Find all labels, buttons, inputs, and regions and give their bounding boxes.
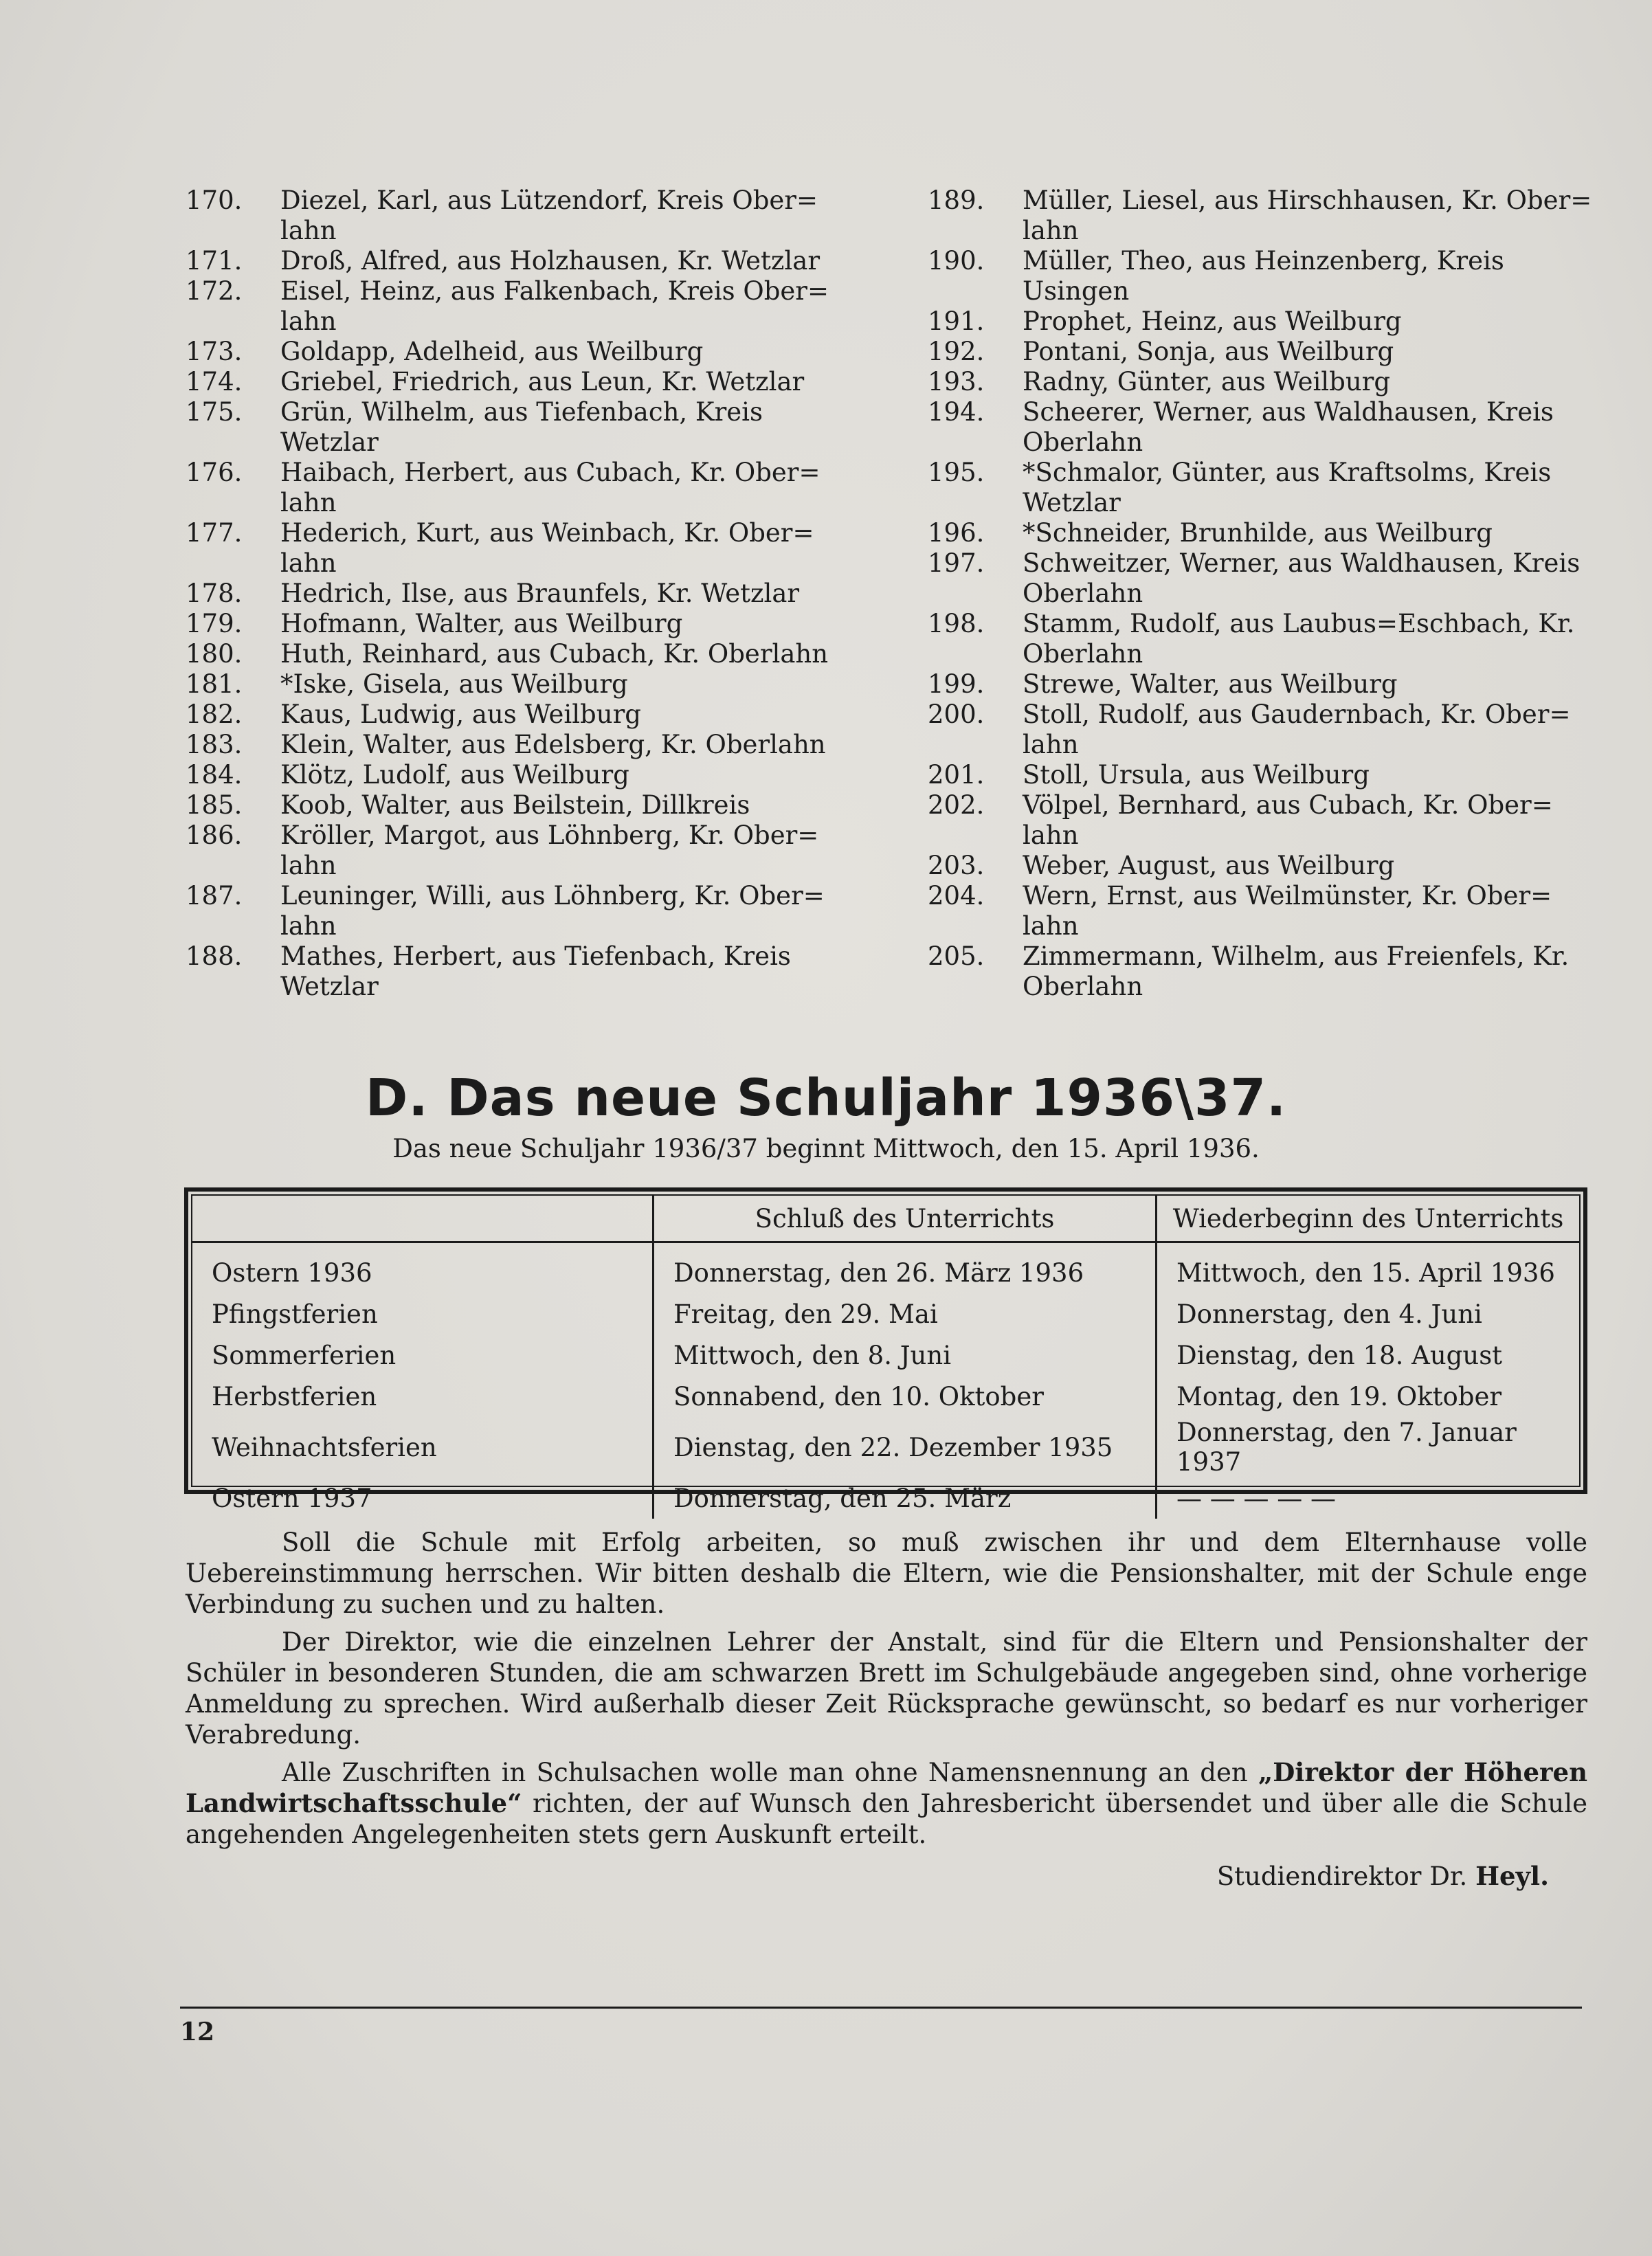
signature-title: Studiendirektor Dr. [1216,1862,1468,1891]
entry-number: 182. [186,700,243,729]
entry-text: *Schneider, Brunhilde, aus Weilburg [1023,518,1493,548]
entry-number: 173. [186,337,243,366]
table-header-row [192,1196,1579,1242]
list-item [186,881,859,941]
entry-number: 200. [928,700,985,729]
list-item [928,246,1605,306]
entry-continuation: lahn [280,851,337,880]
list-item [928,397,1605,458]
entry-text: Stoll, Ursula, aus Weilburg [1023,760,1370,790]
entry-number: 178. [186,579,243,608]
entry-text: Leuninger, Willi, aus Löhnberg, Kr. Ober= [280,881,825,911]
entry-text: Kaus, Ludwig, aus Weilburg [280,700,641,729]
entry-number: 186. [186,820,243,850]
list-item [928,186,1605,246]
header-resumption: Wiederbeginn des Unterrichts [1157,1196,1580,1242]
signature-name: Heyl. [1475,1861,1549,1891]
list-item [186,186,859,246]
entry-text: Goldapp, Adelheid, aus Weilburg [280,337,704,366]
table-inner-frame [191,1194,1581,1513]
list-item [928,790,1605,851]
footer-divider [180,2007,1582,2009]
list-item [928,306,1605,337]
list-item [186,579,859,609]
entry-text: Radny, Günter, aus Weilburg [1023,367,1391,397]
entry-continuation: lahn [1023,216,1079,245]
entry-number: 180. [186,639,243,669]
resume-date: Donnerstag, den 7. Januar 1937 [1176,1418,1517,1477]
entry-text: Klötz, Ludolf, aus Weilburg [280,760,629,790]
entry-number: 195. [928,458,985,487]
correspondence-text-end: richten, der auf Wunsch den Jahresbericht übersendet und über alle die Schule angehenden Angelegenheiten stets gern Auskunft erteilt. [186,1789,1587,1849]
entry-number: 187. [186,881,243,911]
entry-continuation: lahn [280,488,337,517]
entry-number: 176. [186,458,243,487]
entry-number: 172. [186,276,243,306]
list-item [186,820,859,881]
entry-continuation: Oberlahn [1023,639,1143,669]
entry-number: 179. [186,609,243,638]
paragraph-cooperation: Soll die Schule mit Erfolg arbeiten, so muß zwischen ihr und dem Elternhause volle Uebereinstimmung herrschen. Wir bitten deshalb die Eltern, wie die Pensionshalter, mit der Schule enge Verbindung zu suchen und zu halten. [186,1528,1587,1619]
paragraph-correspondence [186,1757,1587,1850]
entry-text: Grün, Wilhelm, aus Tiefenbach, Kreis [280,397,763,427]
table-row [192,1334,1579,1376]
entry-text: Scheerer, Werner, aus Waldhausen, Kreis [1023,397,1554,427]
page-number: 12 [180,2018,215,2046]
paragraph-consultation: Der Direktor, wie die einzelnen Lehrer der Anstalt, sind für die Eltern und Pensionshalter der Schüler in besonderen Stunden, die am schwarzen Brett im Schulgebäude angegeben sind, ohne vorherige Anmeldung zu sprechen. Wird außerhalb dieser Zeit Rücksprache gewünscht, so bedarf es nur vorheriger Verabredung. [186,1627,1587,1750]
entry-text: Völpel, Bernhard, aus Cubach, Kr. Ober= [1023,790,1553,820]
student-list-left-column [186,186,859,1002]
student-list-right-column [928,186,1605,1002]
entry-continuation: Wetzlar [280,427,379,457]
entry-number: 203. [928,851,985,880]
entry-number: 181. [186,669,243,699]
entry-text: Droß, Alfred, aus Holzhausen, Kr. Wetzlar [280,246,821,276]
holiday-name: Herbstferien [192,1376,654,1417]
entry-number: 189. [928,186,985,215]
entry-continuation: lahn [1023,911,1079,941]
entry-continuation: lahn [280,548,337,578]
list-item [186,367,859,397]
holiday-name: Ostern 1937 [192,1477,654,1519]
list-item [186,246,859,276]
entry-text: Weber, August, aus Weilburg [1023,851,1395,880]
entry-continuation: Wetzlar [280,972,379,1001]
header-holiday [192,1196,654,1242]
entry-number: 192. [928,337,985,366]
entry-text: Hederich, Kurt, aus Weinbach, Kr. Ober= [280,518,814,548]
list-item [186,669,859,700]
resume-date: — — — — — [1176,1483,1337,1513]
list-item [928,518,1605,548]
entry-text: Diezel, Karl, aus Lützendorf, Kreis Ober= [280,186,818,215]
list-item [928,941,1605,1002]
entry-text: Zimmermann, Wilhelm, aus Freienfels, Kr. [1023,941,1570,971]
entry-continuation: lahn [280,216,337,245]
entry-text: Pontani, Sonja, aus Weilburg [1023,337,1394,366]
list-item [186,700,859,730]
entry-number: 205. [928,941,985,971]
entry-number: 197. [928,548,985,578]
entry-number: 174. [186,367,243,397]
signature [1217,1861,1549,1891]
entry-number: 185. [186,790,243,820]
table-row [192,1477,1579,1519]
entry-number: 194. [928,397,985,427]
entry-number: 188. [186,941,243,971]
entry-number: 184. [186,760,243,790]
entry-number: 196. [928,518,985,548]
entry-text: Prophet, Heinz, aus Weilburg [1023,306,1402,336]
entry-number: 175. [186,397,243,427]
list-item [928,669,1605,700]
entry-number: 190. [928,246,985,276]
entry-number: 183. [186,730,243,759]
list-item [928,367,1605,397]
list-item [928,458,1605,518]
holiday-name: Sommerferien [192,1334,654,1376]
list-item [928,881,1605,941]
entry-continuation: Wetzlar [1023,488,1121,517]
holiday-name: Weihnachtsferien [192,1417,654,1477]
resume-date: Donnerstag, den 4. Juni [1176,1299,1482,1329]
list-item [186,458,859,518]
entry-continuation: Oberlahn [1023,579,1143,608]
end-date: Donnerstag, den 25. März [654,1477,1157,1519]
end-date: Mittwoch, den 8. Juni [654,1334,1157,1376]
list-item [928,548,1605,609]
table-row [192,1242,1579,1294]
list-item [186,276,859,337]
entry-number: 170. [186,186,243,215]
entry-continuation: Usingen [1023,276,1130,306]
entry-text: Stamm, Rudolf, aus Laubus=Eschbach, Kr. [1023,609,1575,638]
entry-text: Hedrich, Ilse, aus Braunfels, Kr. Wetzlar [280,579,800,608]
entry-continuation: lahn [1023,730,1079,759]
entry-number: 177. [186,518,243,548]
list-item [928,851,1605,881]
school-address-name: „Direktor der Höheren Landwirtschaftsschule“ [186,1757,1587,1818]
list-item [928,609,1605,669]
list-item [186,941,859,1002]
entry-number: 204. [928,881,985,911]
entry-number: 201. [928,760,985,790]
list-item [186,337,859,367]
entry-number: 193. [928,367,985,397]
table-row [192,1376,1579,1417]
entry-text: Hofmann, Walter, aus Weilburg [280,609,683,638]
entry-text: Schweitzer, Werner, aus Waldhausen, Kreis [1023,548,1581,578]
section-heading: D. Das neue Schuljahr 1936\37. [365,1069,1287,1128]
entry-text: Kröller, Margot, aus Löhnberg, Kr. Ober= [280,820,819,850]
entry-text: Eisel, Heinz, aus Falkenbach, Kreis Ober= [280,276,829,306]
entry-continuation: Oberlahn [1023,972,1143,1001]
entry-text: Mathes, Herbert, aus Tiefenbach, Kreis [280,941,791,971]
holiday-name: Ostern 1936 [192,1242,654,1294]
entry-number: 171. [186,246,243,276]
table-row [192,1417,1579,1477]
entry-number: 202. [928,790,985,820]
holiday-schedule-table [184,1187,1587,1513]
resume-date: Mittwoch, den 15. April 1936 [1176,1258,1555,1288]
schedule-grid [192,1196,1579,1519]
entry-text: Huth, Reinhard, aus Cubach, Kr. Oberlahn [280,639,829,669]
entry-text: Stoll, Rudolf, aus Gaudernbach, Kr. Ober= [1023,700,1571,729]
notice-text [186,1527,1587,1857]
entry-text: Griebel, Friedrich, aus Leun, Kr. Wetzlar [280,367,805,397]
list-item [186,790,859,820]
entry-number: 199. [928,669,985,699]
correspondence-text-start: Alle Zuschriften in Schulsachen wolle man ohne Namensnennung an den [282,1758,1258,1787]
entry-text: *Iske, Gisela, aus Weilburg [280,669,628,699]
entry-continuation: lahn [1023,820,1079,850]
list-item [928,700,1605,760]
list-item [186,609,859,639]
entry-text: Müller, Liesel, aus Hirschhausen, Kr. Ober= [1023,186,1592,215]
end-date: Donnerstag, den 26. März 1936 [654,1242,1157,1294]
end-date: Sonnabend, den 10. Oktober [654,1376,1157,1417]
entry-number: 191. [928,306,985,336]
list-item [186,639,859,669]
holiday-name: Pfingstferien [192,1293,654,1334]
entry-continuation: lahn [280,911,337,941]
header-end-of-classes: Schluß des Unterrichts [654,1196,1157,1242]
section-intro: Das neue Schuljahr 1936/37 beginnt Mittwoch, den 15. April 1936. [392,1134,1260,1163]
list-item [186,518,859,579]
entry-text: Strewe, Walter, aus Weilburg [1023,669,1398,699]
entry-text: Müller, Theo, aus Heinzenberg, Kreis [1023,246,1504,276]
entry-text: *Schmalor, Günter, aus Kraftsolms, Kreis [1023,458,1552,487]
resume-date: Dienstag, den 18. August [1176,1340,1503,1370]
entry-continuation: lahn [280,306,337,336]
list-item [186,760,859,790]
list-item [186,397,859,458]
table-row [192,1293,1579,1334]
entry-continuation: Oberlahn [1023,427,1143,457]
resume-date: Montag, den 19. Oktober [1176,1381,1502,1411]
entry-text: Wern, Ernst, aus Weilmünster, Kr. Ober= [1023,881,1552,911]
entry-number: 198. [928,609,985,638]
list-item [928,337,1605,367]
entry-text: Haibach, Herbert, aus Cubach, Kr. Ober= [280,458,821,487]
end-date: Dienstag, den 22. Dezember 1935 [654,1417,1157,1477]
entry-text: Klein, Walter, aus Edelsberg, Kr. Oberlahn [280,730,826,759]
list-item [928,760,1605,790]
end-date: Freitag, den 29. Mai [654,1293,1157,1334]
entry-text: Koob, Walter, aus Beilstein, Dillkreis [280,790,750,820]
list-item [186,730,859,760]
